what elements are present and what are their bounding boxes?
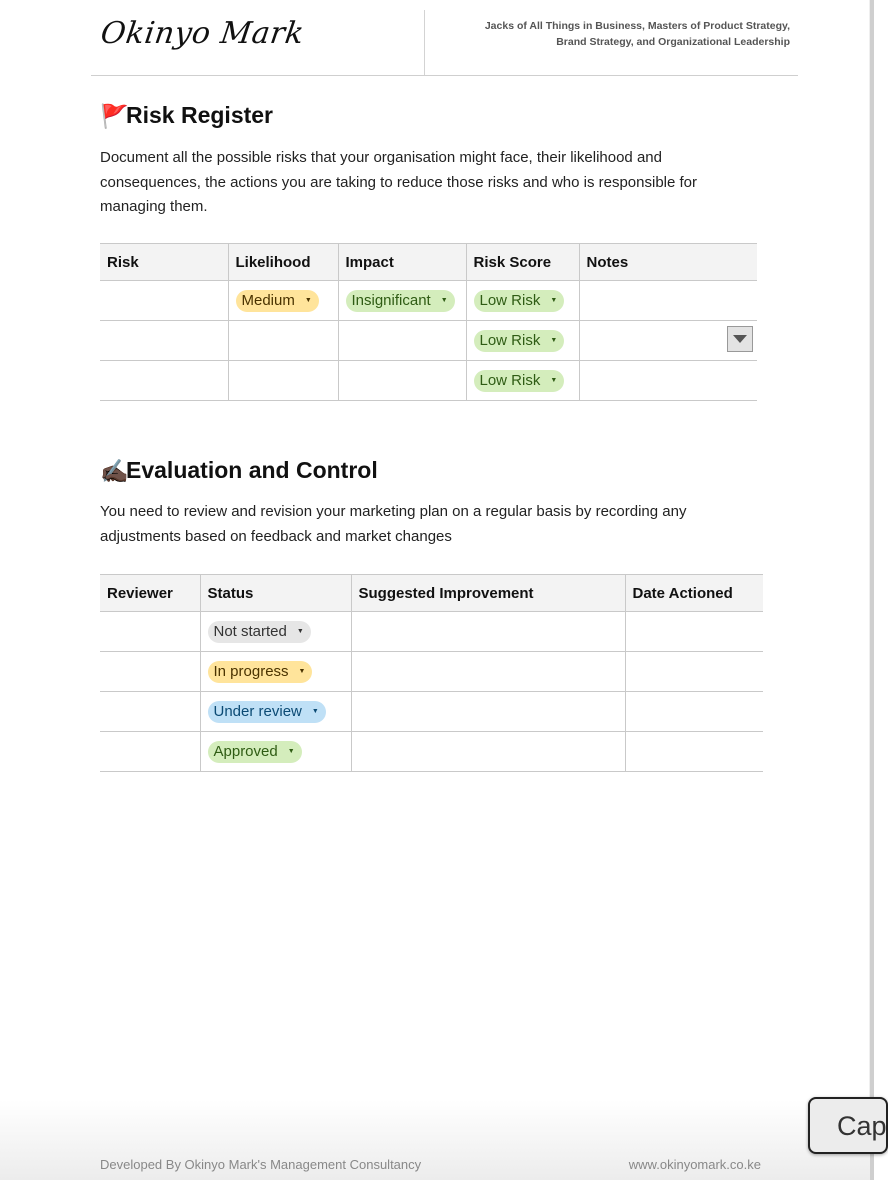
risk-score-cell[interactable] [466, 321, 579, 361]
caption-popup-text: Cap [837, 1111, 887, 1141]
improvement-cell[interactable] [351, 612, 625, 652]
column-header-suggested-improvement: Suggested Improvement [351, 575, 625, 612]
evaluation-title: Evaluation and Control [126, 457, 378, 483]
table-header-row [100, 244, 757, 281]
status-cell[interactable] [200, 612, 351, 652]
evaluation-description: You need to review and revision your marketing plan on a regular basis by recording any adjustments based on feedback and market changes [100, 503, 687, 545]
notes-cell[interactable] [579, 281, 757, 321]
evaluation-table [100, 574, 763, 772]
table-row [100, 652, 763, 692]
table-row [100, 732, 763, 772]
caret-down-icon: ▼ [287, 748, 295, 755]
dropdown-button[interactable] [727, 326, 753, 352]
date-cell[interactable] [625, 732, 763, 772]
column-header-risk-score: Risk Score [466, 244, 579, 281]
evaluation-heading [100, 457, 378, 485]
date-cell[interactable] [625, 692, 763, 732]
likelihood-cell[interactable] [228, 361, 338, 401]
caret-down-icon: ▼ [296, 628, 304, 635]
impact-cell[interactable] [338, 321, 466, 361]
footer-credit: Developed By Okinyo Mark's Management Consultancy [100, 1157, 422, 1172]
chip-label: Insignificant [351, 291, 431, 309]
reviewer-cell[interactable] [100, 612, 200, 652]
caret-down-icon: ▼ [440, 297, 448, 304]
column-header-status: Status [200, 575, 351, 612]
table-row [100, 321, 757, 361]
table-header-row [100, 575, 763, 612]
risk-score-dropdown-chip[interactable] [474, 330, 565, 352]
page-edge [870, 0, 874, 1180]
chip-label: Under review [213, 702, 302, 720]
likelihood-cell[interactable] [228, 281, 338, 321]
status-dropdown-chip[interactable] [208, 621, 311, 643]
chip-label: In progress [213, 662, 289, 680]
status-dropdown-chip[interactable] [208, 701, 326, 723]
risk-register-heading [100, 102, 273, 130]
writing-hand-icon: ✍🏿 [100, 458, 129, 485]
chip-label: Medium [241, 291, 295, 309]
caption-popup[interactable] [808, 1097, 888, 1154]
header-tagline [460, 18, 790, 50]
table-row [100, 361, 757, 401]
caret-down-icon: ▼ [298, 668, 306, 675]
risk-score-dropdown-chip[interactable] [474, 290, 565, 312]
column-header-date-actioned: Date Actioned [625, 575, 763, 612]
likelihood-dropdown-chip[interactable] [236, 290, 319, 312]
logo-signature: Okinyo Mark [98, 16, 307, 51]
table-row [100, 612, 763, 652]
caret-down-icon: ▼ [550, 337, 558, 344]
risk-score-cell[interactable] [466, 281, 579, 321]
red-flag-icon: 🚩 [100, 103, 129, 130]
risk-cell[interactable] [100, 321, 228, 361]
column-header-reviewer: Reviewer [100, 575, 200, 612]
footer-website-link[interactable]: www.okinyomark.co.ke [628, 1157, 761, 1172]
tagline-line-1: Jacks of All Things in Business, Masters of Product Strategy, [484, 20, 790, 32]
tagline-line-2: Brand Strategy, and Organizational Leadership [556, 36, 790, 48]
risk-register-table [100, 243, 757, 401]
caret-down-icon: ▼ [550, 297, 558, 304]
reviewer-cell[interactable] [100, 652, 200, 692]
caret-down-icon: ▼ [311, 708, 319, 715]
column-header-notes: Notes [579, 244, 757, 281]
chip-label: Low Risk [479, 331, 541, 349]
chip-label: Low Risk [479, 371, 541, 389]
improvement-cell[interactable] [351, 732, 625, 772]
caret-down-icon: ▼ [550, 377, 558, 384]
risk-cell[interactable] [100, 281, 228, 321]
column-header-likelihood: Likelihood [228, 244, 338, 281]
chip-label: Not started [213, 622, 287, 640]
table-row [100, 692, 763, 732]
risk-register-description: Document all the possible risks that your organisation might face, their likelihood and consequences, the actions you are taking to reduce those risks and who is responsible for managing them. [100, 149, 698, 215]
notes-cell[interactable] [579, 361, 757, 401]
date-cell[interactable] [625, 652, 763, 692]
improvement-cell[interactable] [351, 692, 625, 732]
triangle-down-icon [733, 335, 747, 343]
column-header-risk: Risk [100, 244, 228, 281]
status-cell[interactable] [200, 652, 351, 692]
status-cell[interactable] [200, 732, 351, 772]
reviewer-cell[interactable] [100, 692, 200, 732]
notes-cell[interactable] [579, 321, 757, 361]
status-dropdown-chip[interactable] [208, 661, 313, 683]
risk-score-cell[interactable] [466, 361, 579, 401]
risk-score-dropdown-chip[interactable] [474, 370, 565, 392]
risk-register-title: Risk Register [126, 102, 274, 128]
impact-cell[interactable] [338, 281, 466, 321]
chip-label: Approved [213, 742, 278, 760]
column-header-impact: Impact [338, 244, 466, 281]
improvement-cell[interactable] [351, 652, 625, 692]
status-cell[interactable] [200, 692, 351, 732]
chip-label: Low Risk [479, 291, 541, 309]
page-header [91, 10, 798, 76]
reviewer-cell[interactable] [100, 732, 200, 772]
status-dropdown-chip[interactable] [208, 741, 302, 763]
risk-cell[interactable] [100, 361, 228, 401]
caret-down-icon: ▼ [304, 297, 312, 304]
table-row [100, 281, 757, 321]
impact-dropdown-chip[interactable] [346, 290, 455, 312]
likelihood-cell[interactable] [228, 321, 338, 361]
header-divider [424, 10, 425, 75]
impact-cell[interactable] [338, 361, 466, 401]
date-cell[interactable] [625, 612, 763, 652]
